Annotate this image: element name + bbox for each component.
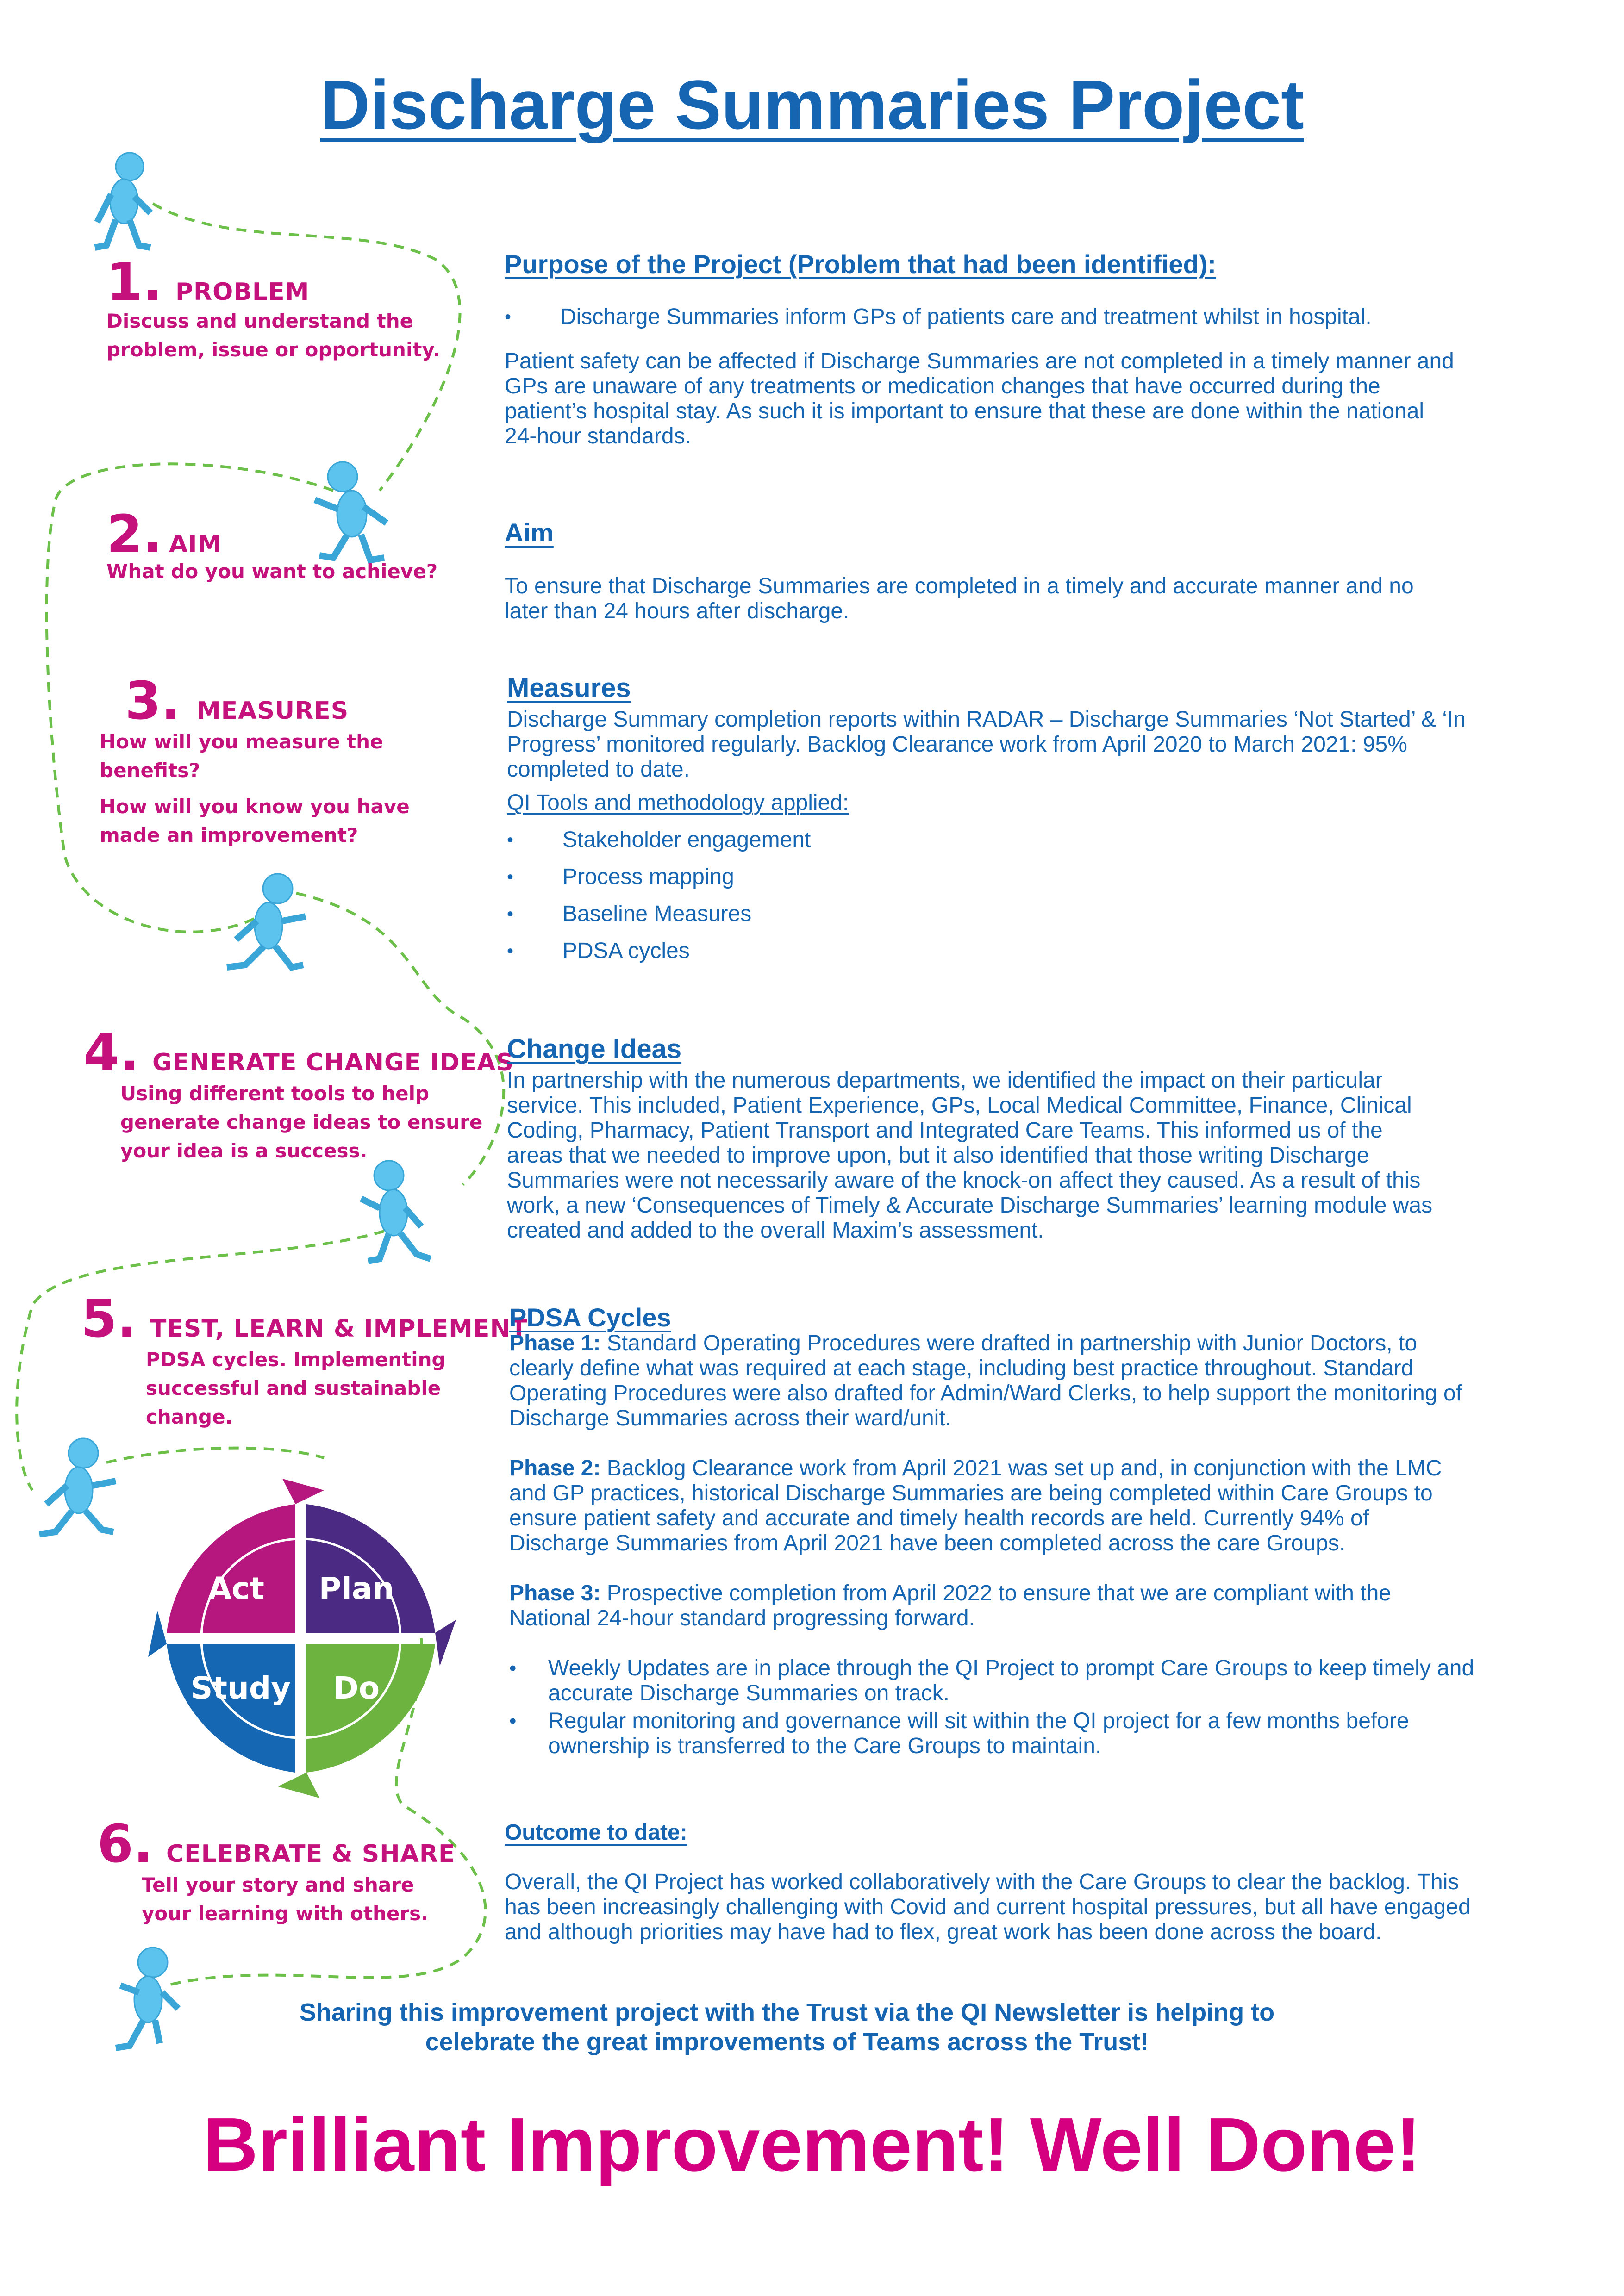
wheel-act-label: Act <box>208 1571 264 1606</box>
list-item: • Weekly Updates are in place through the QI Project to prompt Care Groups to keep timely and accurate Discharge Summaries on track. <box>509 1656 1588 1706</box>
list-item: • Stakeholder engagement <box>507 828 1581 865</box>
change-ideas-section <box>507 1033 1581 1243</box>
list-item: • Process mapping <box>507 865 1581 902</box>
step-1 <box>106 252 440 364</box>
step-description: Discuss and understand the problem, issue or opportunity. <box>106 310 440 361</box>
outcome-heading: Outcome to date: <box>505 1820 687 1845</box>
purpose-paragraph: Patient safety can be affected if Discharge Summaries are not completed in a timely manner and GPs are unaware of any treatments or medication changes that have occurred during the patient’s hospital stay. As such it is important to ensure that these are done within the national 24-hour standards. <box>505 349 1454 448</box>
step-4 <box>83 1023 514 1165</box>
aim-paragraph: To ensure that Discharge Summaries are completed in a timely and accurate manner and no later than 24 hours after discharge. <box>505 574 1414 623</box>
step-heading: CELEBRATE & SHARE <box>166 1840 456 1868</box>
step-heading: AIM <box>169 530 222 558</box>
page-title: Discharge Summaries Project <box>320 66 1304 143</box>
step-5 <box>81 1289 527 1431</box>
list-item: • Regular monitoring and governance will sit within the QI project for a few months before ownership is transferred to the Care Groups to maintain. <box>509 1709 1588 1759</box>
footer-banner: Brilliant Improvement! Well Done! <box>203 2102 1421 2187</box>
stick-figure-icon <box>39 1438 116 1534</box>
step-2 <box>106 504 437 586</box>
phase-2: Phase 2: Backlog Clearance work from April 2021 was set up and, in conjunction with the LMC and GP practices, historical Discharge Summaries are being completed within Care Groups to ensure patient safety and accurate and timely health records are held. Currently 94% of Discharge Summaries from April 2021 have been completed across the care Groups. <box>509 1456 1442 1556</box>
stick-figure-icon <box>361 1161 431 1261</box>
purpose-bullet: • Discharge Summaries inform GPs of patients care and treatment whilst in hospital. <box>505 305 1579 330</box>
phase-label: Phase 1: <box>509 1331 601 1356</box>
pdsa-bullets <box>509 1656 1588 1759</box>
phase-3: Phase 3: Prospective completion from April 2022 to ensure that we are compliant with the National 24-hour standard progressing forward. <box>509 1581 1391 1630</box>
measures-paragraph: Discharge Summary completion reports within RADAR – Discharge Summaries ‘Not Started’ & ‘In Progress’ monitored regularly. Backlog Clearance work from April 2020 to March 2021: 95% completed to date. <box>507 707 1466 782</box>
sharing-message: Sharing this improvement project with the Trust via the QI Newsletter is helping to celebrate the great improvements of Teams across the Trust! <box>299 1998 1275 2056</box>
outcome-paragraph: Overall, the QI Project has worked collaboratively with the Care Groups to clear the backlog. This has been increasingly challenging with Covid and current hospital pressures, but all have engaged and although priorities may have had to flex, great work has been done across the board. <box>505 1870 1471 1944</box>
tools-heading: QI Tools and methodology applied: <box>507 790 849 815</box>
arrow-icon <box>435 1620 456 1666</box>
purpose-heading: Purpose of the Project (Problem that had been identified): <box>505 249 1217 279</box>
step-description: Tell your story and share your learning with others. <box>142 1873 429 1925</box>
list-item: • PDSA cycles <box>507 939 1581 976</box>
change-ideas-heading: Change Ideas <box>507 1034 682 1064</box>
step-description: What do you want to achieve? <box>106 560 438 583</box>
step-number: 3. <box>125 671 181 731</box>
pdsa-heading: PDSA Cycles <box>509 1303 671 1332</box>
change-ideas-paragraph: In partnership with the numerous departments, we identified the impact on their particular service. This included, Patient Experience, GPs, Local Medical Committee, Finance, Clinical Coding, Pharmacy, Patient Transport and Integrated Care Teams. This informed us of the areas that we needed to improve upon, but it also identified that those writing Discharge Summaries were not necessarily aware of the knock-on affect they caused. As a result of this work, a new ‘Consequences of Timely & Accurate Discharge Summaries’ learning module was created and added to the overall Maxim’s assessment. <box>507 1068 1433 1243</box>
wheel-study-label: Study <box>190 1670 291 1706</box>
arrow-icon <box>148 1611 167 1657</box>
phase-label: Phase 3: <box>509 1581 601 1605</box>
step-heading: PROBLEM <box>175 278 310 306</box>
step-3 <box>100 671 410 850</box>
outcome-section <box>505 1820 1583 1945</box>
step-number: 2. <box>106 504 162 565</box>
pdsa-section <box>509 1304 1588 1759</box>
step-description: Using different tools to help generate change ideas to ensure your idea is a success. <box>120 1082 483 1162</box>
dashed-path <box>106 1448 324 1462</box>
tools-list <box>507 828 1581 976</box>
step-heading: TEST, LEARN & IMPLEMENT <box>150 1315 528 1343</box>
aim-heading: Aim <box>505 518 554 547</box>
wheel-plan-label: Plan <box>319 1571 394 1606</box>
step-number: 1. <box>106 252 162 312</box>
phase-1: Phase 1: Standard Operating Procedures were drafted in partnership with Junior Doctors, to clearly define what was required at each stage, including best practice throughout. Standard Operating Procedures were also drafted for Admin/Ward Clerks, to help support the monitoring of Discharge Summaries across their ward/unit. <box>509 1331 1462 1431</box>
measures-section <box>507 672 1581 976</box>
arrow-icon <box>278 1773 319 1798</box>
step-number: 4. <box>83 1023 139 1083</box>
step-6 <box>97 1814 455 1928</box>
wheel-do-label: Do <box>333 1670 380 1706</box>
stick-figure-icon <box>95 153 150 248</box>
purpose-section <box>505 249 1579 449</box>
arrow-icon <box>282 1479 324 1504</box>
step-heading: GENERATE CHANGE IDEAS <box>152 1049 514 1076</box>
step-number: 5. <box>81 1289 137 1349</box>
step-heading: MEASURES <box>196 697 349 725</box>
pdsa-wheel <box>148 1479 456 1798</box>
step-number: 6. <box>97 1814 153 1874</box>
list-item: • Baseline Measures <box>507 902 1581 939</box>
stick-figure-icon <box>227 874 306 967</box>
measures-heading: Measures <box>507 673 631 703</box>
aim-section <box>505 517 1579 624</box>
phase-label: Phase 2: <box>509 1456 601 1481</box>
step-description: PDSA cycles. Implementing successful and sustainable change. <box>146 1348 446 1428</box>
step-description: How will you measure the benefits? How will you know you have made an improvement? <box>100 730 410 846</box>
